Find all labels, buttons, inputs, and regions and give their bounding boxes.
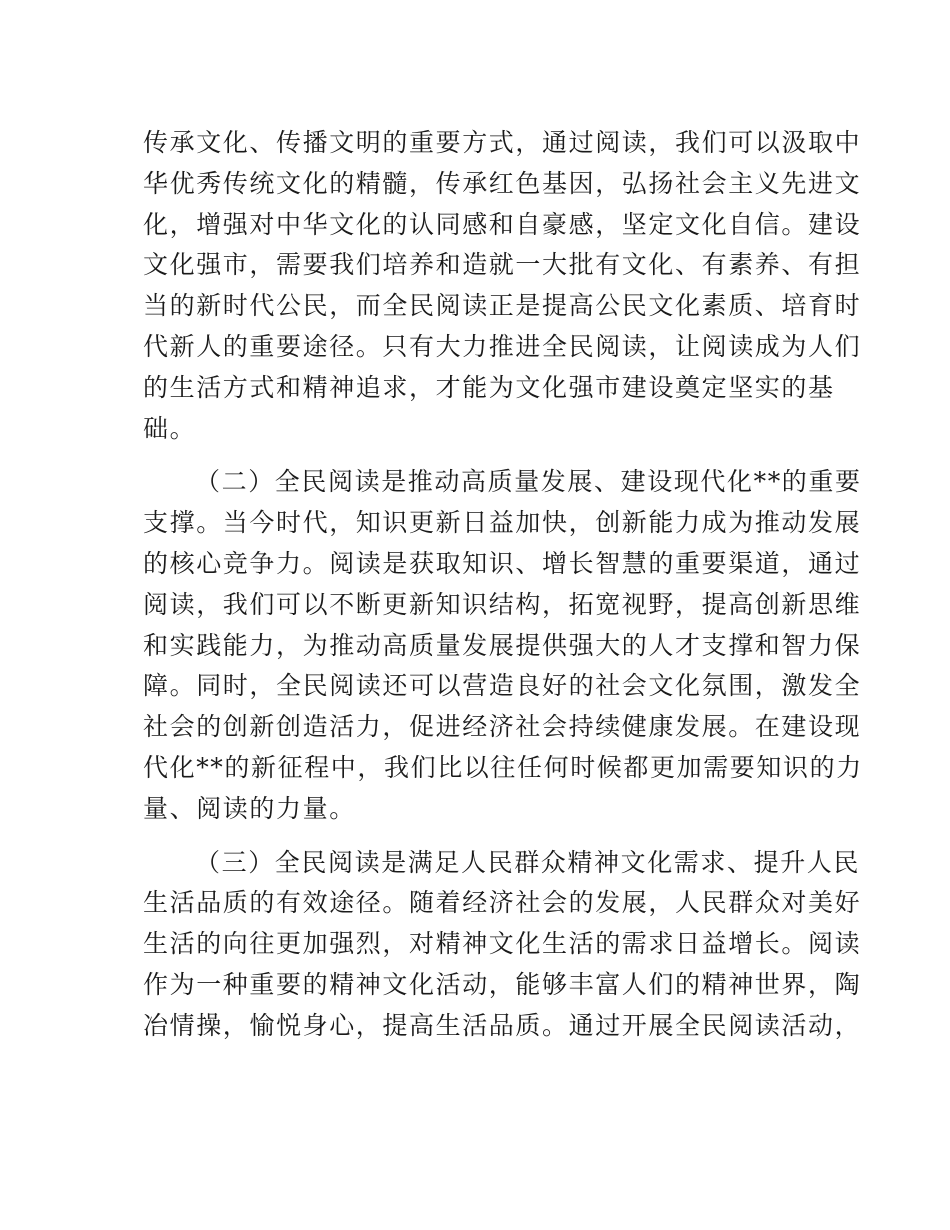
- text-line: 和实践能力，为推动高质量发展提供强大的人才支撑和智力保: [143, 630, 862, 660]
- text-line: 障。同时，全民阅读还可以营造良好的社会文化氛围，激发全: [143, 671, 862, 701]
- text-line: （三）全民阅读是满足人民群众精神文化需求、提升人民: [195, 847, 861, 877]
- text-line: 化，增强对中华文化的认同感和自豪感，坚定文化自信。建设: [143, 209, 862, 239]
- text-line: 华优秀传统文化的精髓，传承红色基因，弘扬社会主义先进文: [143, 168, 862, 198]
- text-line: 的生活方式和精神追求，才能为文化强市建设奠定坚实的基: [143, 372, 835, 402]
- text-line: 传承文化、传播文明的重要方式，通过阅读，我们可以汲取中: [143, 128, 862, 157]
- text-line: 生活的向往更加强烈，对精神文化生活的需求日益增长。阅读: [143, 929, 862, 959]
- text-line: 量、阅读的力量。: [143, 793, 356, 823]
- text-line: 础。: [143, 413, 197, 443]
- paragraph-spacing: [143, 830, 810, 843]
- text-line: 社会的创新创造活力，促进经济社会持续健康发展。在建设现: [143, 712, 862, 742]
- text-line: 文化强市，需要我们培养和造就一大批有文化、有素养、有担: [143, 250, 862, 280]
- text-line: 作为一种重要的精神文化活动，能够丰富人们的精神世界，陶: [143, 969, 862, 999]
- paragraph-1: [143, 123, 862, 449]
- text-line: 冶情操，愉悦身心，提高生活品质。通过开展全民阅读活动，: [143, 1010, 862, 1040]
- text-line: 代新人的重要途径。只有大力推进全民阅读，让阅读成为人们: [143, 331, 862, 361]
- text-line: 的核心竞争力。阅读是获取知识、增长智慧的重要渠道，通过: [143, 548, 862, 578]
- text-line: 阅读，我们可以不断更新知识结构，拓宽视野，提高创新思维: [143, 589, 862, 619]
- paragraph-spacing: [143, 449, 810, 462]
- text-line: 支撑。当今时代，知识更新日益加快，创新能力成为推动发展: [143, 508, 862, 538]
- document-body: [143, 123, 863, 1047]
- paragraph-3: [143, 843, 862, 1047]
- text-line: 代化**的新征程中，我们比以往任何时候都更加需要知识的力: [143, 752, 863, 782]
- text-line: 生活品质的有效途径。随着经济社会的发展，人民群众对美好: [143, 888, 862, 918]
- text-line: （二）全民阅读是推动高质量发展、建设现代化**的重要: [195, 467, 862, 497]
- text-line: 当的新时代公民，而全民阅读正是提高公民文化素质、培育时: [143, 291, 862, 321]
- paragraph-2: [143, 462, 863, 829]
